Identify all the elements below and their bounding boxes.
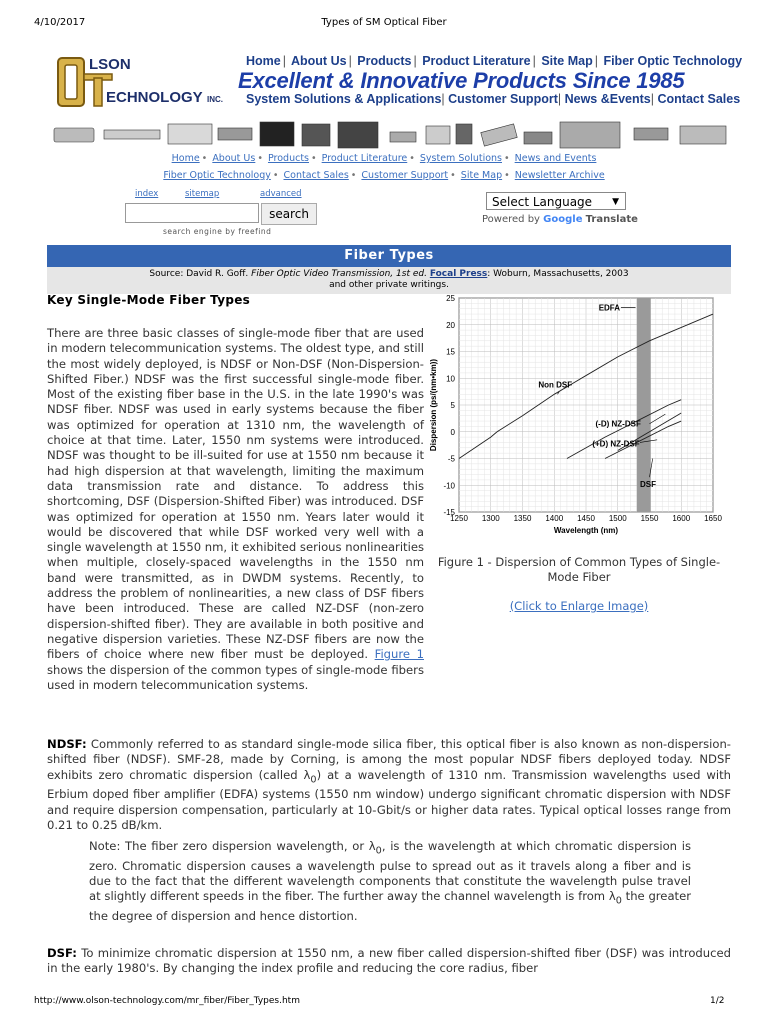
ndsf-sub: 0 [310, 773, 317, 785]
x-tick-label: 1600 [672, 514, 691, 523]
search-link-sitemap[interactable]: sitemap [185, 189, 220, 199]
product-image-strip[interactable] [50, 118, 730, 150]
series-label: DSF [639, 479, 656, 489]
link-home[interactable]: Home [171, 153, 200, 164]
dsf-text: To minimize chromatic dispersion at 1550 nm, a new fiber called dispersion-shifted fiber (DSF) was introduced in the early 1980's. By changing the index profile and reducing the core radius, fiber [47, 946, 731, 976]
note-text-b: , is the wavelength at which chromatic dispersion is zero. Chromatic dispersion causes a wavelength pulse to spread out as it travels along a fiber and is due to the fact that the different wavelength components that constitute the wavelength pulse travel at slightly different speeds in the fiber. The further away the channel wavelength is from λ [89, 839, 691, 904]
link-newsletter[interactable]: Newsletter Archive [514, 170, 605, 181]
link-solutions[interactable]: System Solutions [419, 153, 502, 164]
top-nav-about[interactable]: About Us [291, 54, 347, 68]
x-tick-label: 1650 [704, 514, 722, 523]
search-link-advanced[interactable]: advanced [260, 189, 302, 199]
series-label: (+D) NZ-DSF [592, 439, 640, 449]
sub-nav-solutions[interactable]: System Solutions & Applications [246, 92, 442, 106]
logo-line1: LSON [89, 56, 131, 73]
dsf-label: DSF: [47, 946, 77, 960]
ndsf-text: Commonly referred to as standard single-mode silica fiber, this optical fiber is also known as non-dispersion-shifted fiber (NDSF). SMF-28, made by Corning, is among the most popular NDSF fibers deployed today. NDSF exhibits zero chromatic dispersion (called λ [47, 737, 731, 782]
intro-text-after: shows the dispersion of the common types of single-mode fibers used in modern telecommunication systems. [47, 662, 424, 692]
print-date: 4/10/2017 [34, 17, 86, 28]
x-tick-label: 1400 [545, 514, 564, 523]
language-select[interactable] [486, 192, 626, 210]
sub-nav-support[interactable]: Customer Support [448, 92, 558, 106]
powered-by-text: Powered by [482, 214, 540, 225]
note-text-c: the greater the degree of dispersion and hence distortion. [89, 889, 691, 923]
top-nav-literature[interactable]: Product Literature [422, 54, 531, 68]
x-tick-label: 1550 [640, 514, 659, 523]
section-title: Key Single-Mode Fiber Types [47, 293, 251, 307]
intro-paragraph [47, 326, 424, 693]
search-link-index[interactable]: index [135, 189, 159, 199]
figure-caption: Figure 1 - Dispersion of Common Types of Single-Mode Fiber [437, 555, 721, 584]
link-row-2: Fiber Optic Technology • Contact Sales • Customer Support • Site Map • Newsletter Archive [163, 170, 605, 181]
source-book: Fiber Optic Video Transmission, 1st ed. [251, 269, 427, 279]
logo-suffix: INC. [207, 95, 223, 104]
footer-page: 1/2 [710, 996, 725, 1006]
top-nav-fiber-tech[interactable]: Fiber Optic Technology [603, 54, 743, 68]
x-tick-label: 1350 [513, 514, 532, 523]
link-products[interactable]: Products [267, 153, 309, 164]
y-tick-label: 15 [446, 347, 455, 357]
y-tick-label: 10 [446, 374, 455, 384]
olson-logo[interactable] [56, 52, 234, 112]
source-prefix: Source: David R. Goff. [149, 269, 249, 279]
language-select-label: Select Language [492, 195, 593, 209]
link-contact[interactable]: Contact Sales [283, 170, 349, 181]
link-about[interactable]: About Us [212, 153, 256, 164]
logo-line2: ECHNOLOGY [106, 89, 203, 106]
x-tick-label: 1250 [450, 514, 468, 523]
series-label: (-D) NZ-DSF [595, 419, 641, 429]
y-tick-label: 0 [450, 427, 455, 437]
link-row-1: Home • About Us • Products • Product Literature • System Solutions • News and Events [171, 153, 597, 164]
enlarge-image-link[interactable]: (Click to Enlarge Image) [509, 599, 649, 613]
top-nav-products[interactable]: Products [357, 54, 412, 68]
ndsf-label: NDSF: [47, 737, 87, 751]
y-tick-label: -10 [443, 481, 455, 491]
note-paragraph [89, 839, 691, 924]
search-engine-credit: search engine by freefind [163, 227, 272, 236]
link-sitemap[interactable]: Site Map [460, 170, 503, 181]
print-title: Types of SM Optical Fiber [321, 17, 447, 28]
page-title-banner: Fiber Types [47, 245, 731, 267]
y-tick-label: 5 [450, 401, 455, 410]
y-tick-label: 20 [446, 320, 455, 330]
source-publisher-link[interactable]: Focal Press [429, 269, 488, 279]
note-sub2: 0 [615, 895, 622, 907]
x-tick-label: 1300 [481, 514, 500, 523]
note-text-a: Note: The fiber zero dispersion wavelength, or λ [89, 839, 376, 853]
source-line2: and other private writings. [329, 280, 449, 290]
note-sub1: 0 [375, 845, 382, 857]
y-axis-label: Dispersion (ps/(nm•km)) [429, 358, 438, 452]
sub-nav: System Solutions & Applications| Customer Support| News &Events| Contact Sales [246, 92, 741, 106]
source-rest: : Woburn, Massachusetts, 2003 [487, 269, 629, 279]
dsf-paragraph [47, 946, 731, 977]
search-button[interactable]: search [261, 203, 317, 225]
x-axis-label: Wavelength (nm) [553, 526, 619, 535]
dispersion-chart[interactable] [426, 292, 726, 542]
top-nav-home[interactable]: Home [246, 54, 281, 68]
google-wordmark: Google [543, 214, 583, 225]
y-tick-label: 25 [446, 294, 455, 303]
powered-by [482, 214, 638, 225]
top-nav: Home | About Us | Products | Product Literature | Site Map | Fiber Optic Technology [246, 54, 743, 68]
y-tick-label: -15 [443, 508, 455, 517]
slogan: Excellent & Innovative Products Since 1985 [238, 68, 685, 93]
sub-nav-contact[interactable]: Contact Sales [657, 92, 741, 106]
x-tick-label: 1450 [577, 514, 595, 523]
link-literature[interactable]: Product Literature [321, 153, 408, 164]
source-citation [47, 267, 731, 294]
product-image [54, 122, 726, 148]
x-tick-label: 1500 [608, 514, 627, 523]
link-news[interactable]: News and Events [514, 153, 597, 164]
link-support[interactable]: Customer Support [361, 170, 449, 181]
sub-nav-news[interactable]: News &Events [564, 92, 651, 106]
dropdown-arrow-icon: ▼ [612, 197, 619, 207]
intro-text: There are three basic classes of single-mode fiber that are used in modern telecommunication systems. The oldest type, and still the most widely deployed, is NDSF or Non-DSF (Non-Dispersion-Shifted Fiber.) NDSF was the first successful single-mode fiber. Most of the existing fiber base in the U.S. in the late 1990's was NDSF fiber. NDSF was used in early systems because the fiber was optimized for operation at 1310 nm, the wavelength of choice at that time. Later, 1550 nm systems were introduced. NDSF was thought to be ill-suited for use at 1550 nm because it had high dispersion at that wavelength, limiting the maximum data transmission rate and distance. To address this shortcoming, DSF (Dispersion-Shifted Fiber) was introduced. DSF was optimized for operation at 1550 nm. Years later would it would be discovered that while DSF worked very well with a single wavelength at 1550 nm, it exhibited serious nonlinearities when multiple, closely-spaced wavelengths in the 1550 nm band were transmitted, as in DWDM systems. Recently, to address the problem of nonlinearities, a new class of DSF fibers have been introduced. These are called NZ-DSF (non-zero dispersion-shifted fiber). They are available in both positive and negative dispersion varieties. These NZ-DSF fibers are now the fibers of choice where new fiber must be deployed. [47, 326, 424, 662]
link-fiber-tech[interactable]: Fiber Optic Technology [163, 170, 271, 181]
series-label: Non DSF [538, 380, 573, 390]
search-input[interactable] [125, 203, 259, 223]
y-tick-label: -5 [447, 454, 455, 464]
ndsf-paragraph [47, 737, 731, 833]
translate-link[interactable]: Translate [585, 214, 638, 225]
ndsf-text2: ) at a wavelength of 1310 nm. Transmission wavelengths used with Erbium doped fiber amplifier (EDFA) systems (1550 nm window) undergo significant chromatic dispersion with NDSF and require dispersion compensation, particularly at 10-Gbit/s or higher data rates. Typical optical losses range from 0.21 to 0.25 dB/km. [47, 767, 731, 832]
top-nav-sitemap[interactable]: Site Map [541, 54, 593, 68]
footer-url: http://www.olson-technology.com/mr_fiber/Fiber_Types.htm [34, 996, 300, 1006]
band-label: EDFA [598, 303, 621, 313]
figure-1-link[interactable]: Figure 1 [374, 647, 424, 662]
